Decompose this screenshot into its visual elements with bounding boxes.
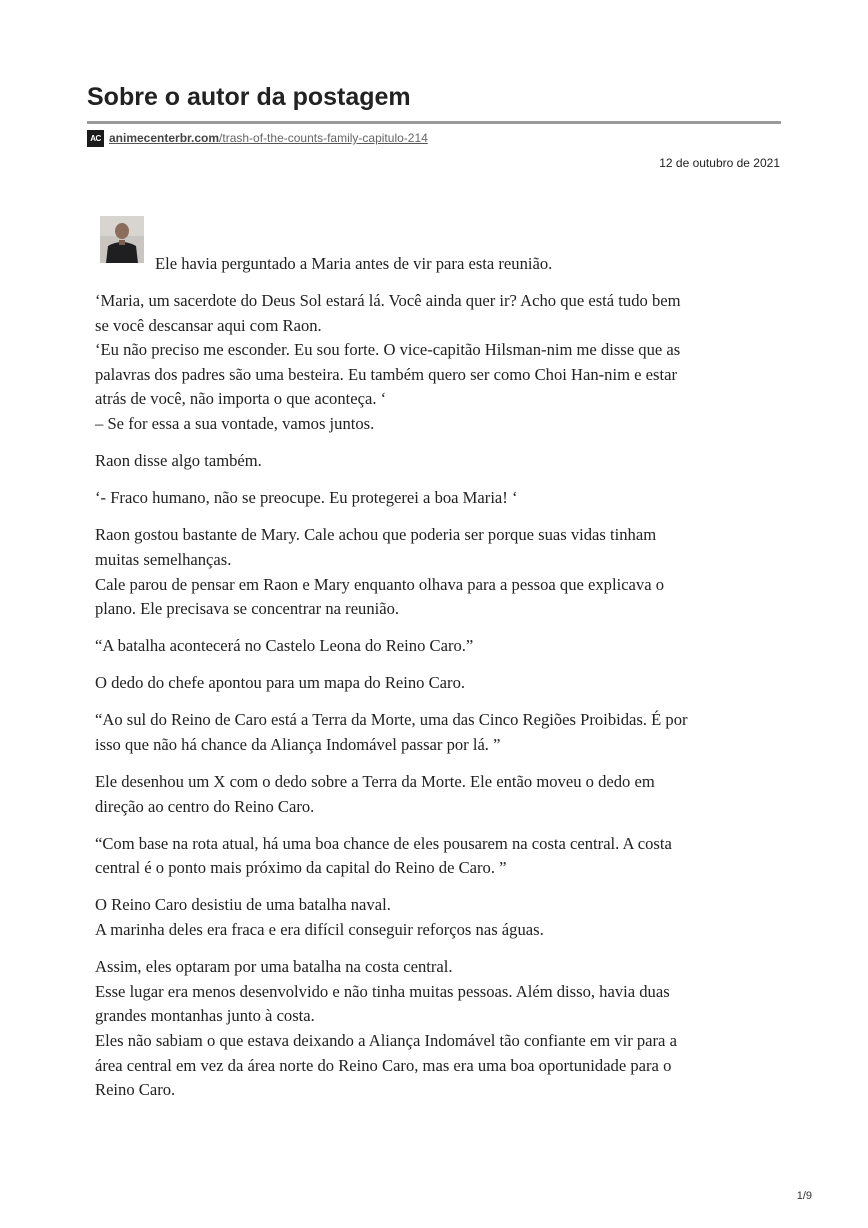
source-path: /trash-of-the-counts-family-capitulo-214 <box>219 131 428 145</box>
paragraph <box>95 832 785 881</box>
text-line: – Se for essa a sua vontade, vamos juntos. <box>95 414 375 434</box>
text-line: plano. Ele precisava se concentrar na reunião. <box>95 599 400 619</box>
page-title: Sobre o autor da postagem <box>87 83 411 111</box>
text-line: ‘- Fraco humano, não se preocupe. Eu protegerei a boa Maria! ‘ <box>95 488 518 508</box>
paragraph <box>95 671 785 696</box>
text-line: grandes montanhas junto à costa. <box>95 1006 315 1026</box>
text-line: área central em vez da área norte do Reino Caro, mas era uma boa oportunidade para o <box>95 1055 672 1075</box>
text-line: Raon disse algo também. <box>95 451 262 471</box>
site-favicon-icon: AC <box>87 130 104 147</box>
text-line: O dedo do chefe apontou para um mapa do Reino Caro. <box>95 673 466 693</box>
paragraph <box>95 770 785 819</box>
text-line: Esse lugar era menos desenvolvido e não tinha muitas pessoas. Além disso, havia duas <box>95 981 670 1001</box>
paragraph <box>95 708 785 757</box>
paragraph <box>95 289 785 437</box>
source-link-row <box>87 129 428 147</box>
text-line: direção ao centro do Reino Caro. <box>95 796 315 816</box>
text-line: Assim, eles optaram por uma batalha na costa central. <box>95 957 453 977</box>
text-line: A marinha deles era fraca e era difícil conseguir reforços nas águas. <box>95 920 544 940</box>
paragraph <box>95 486 785 511</box>
page-number: 1/9 <box>796 1190 812 1202</box>
text-line: palavras dos padres são uma besteira. Eu também quero ser como Choi Han-nim e estar <box>95 364 677 384</box>
text-line: muitas semelhanças. <box>95 549 232 569</box>
text-line: “A batalha acontecerá no Castelo Leona do Reino Caro.” <box>95 636 474 656</box>
text-line: Ele havia perguntado a Maria antes de vir para esta reunião. <box>155 254 553 273</box>
paragraph <box>95 523 785 621</box>
source-domain: animecenterbr.com <box>109 131 220 145</box>
text-line: central é o ponto mais próximo da capital do Reino de Caro. ” <box>95 858 507 878</box>
text-line: “Ao sul do Reino de Caro está a Terra da Morte, uma das Cinco Regiões Proibidas. É por <box>95 710 688 730</box>
text-line: “Com base na rota atual, há uma boa chance de eles pousarem na costa central. A costa <box>95 833 672 853</box>
source-link[interactable] <box>109 131 428 145</box>
text-line: atrás de você, não importa o que aconteça. ‘ <box>95 389 387 409</box>
text-line: Reino Caro. <box>95 1080 176 1100</box>
text-line: Cale parou de pensar em Raon e Mary enquanto olhava para a pessoa que explicava o <box>95 574 665 594</box>
text-line: Raon gostou bastante de Mary. Cale achou que poderia ser porque suas vidas tinham <box>95 525 657 545</box>
text-line: O Reino Caro desistiu de uma batalha naval. <box>95 895 391 915</box>
text-line: Eles não sabiam o que estava deixando a Aliança Indomável tão confiante em vir para a <box>95 1030 677 1050</box>
text-line: se você descansar aqui com Raon. <box>95 315 322 335</box>
title-divider <box>87 121 781 124</box>
post-date: 12 de outubro de 2021 <box>659 156 780 170</box>
text-line: Ele desenhou um X com o dedo sobre a Terra da Morte. Ele então moveu o dedo em <box>95 772 655 792</box>
article-body <box>95 252 785 1115</box>
text-line: isso que não há chance da Aliança Indomável passar por lá. ” <box>95 735 501 754</box>
paragraph <box>95 634 785 659</box>
text-line: ‘Eu não preciso me esconder. Eu sou forte. O vice-capitão Hilsman-nim me disse que as <box>95 340 681 360</box>
text-line: ‘Maria, um sacerdote do Deus Sol estará lá. Você ainda quer ir? Acho que está tudo bem <box>95 291 681 311</box>
paragraph <box>95 252 785 277</box>
paragraph <box>95 893 785 942</box>
paragraph <box>95 449 785 474</box>
paragraph <box>95 955 785 1103</box>
